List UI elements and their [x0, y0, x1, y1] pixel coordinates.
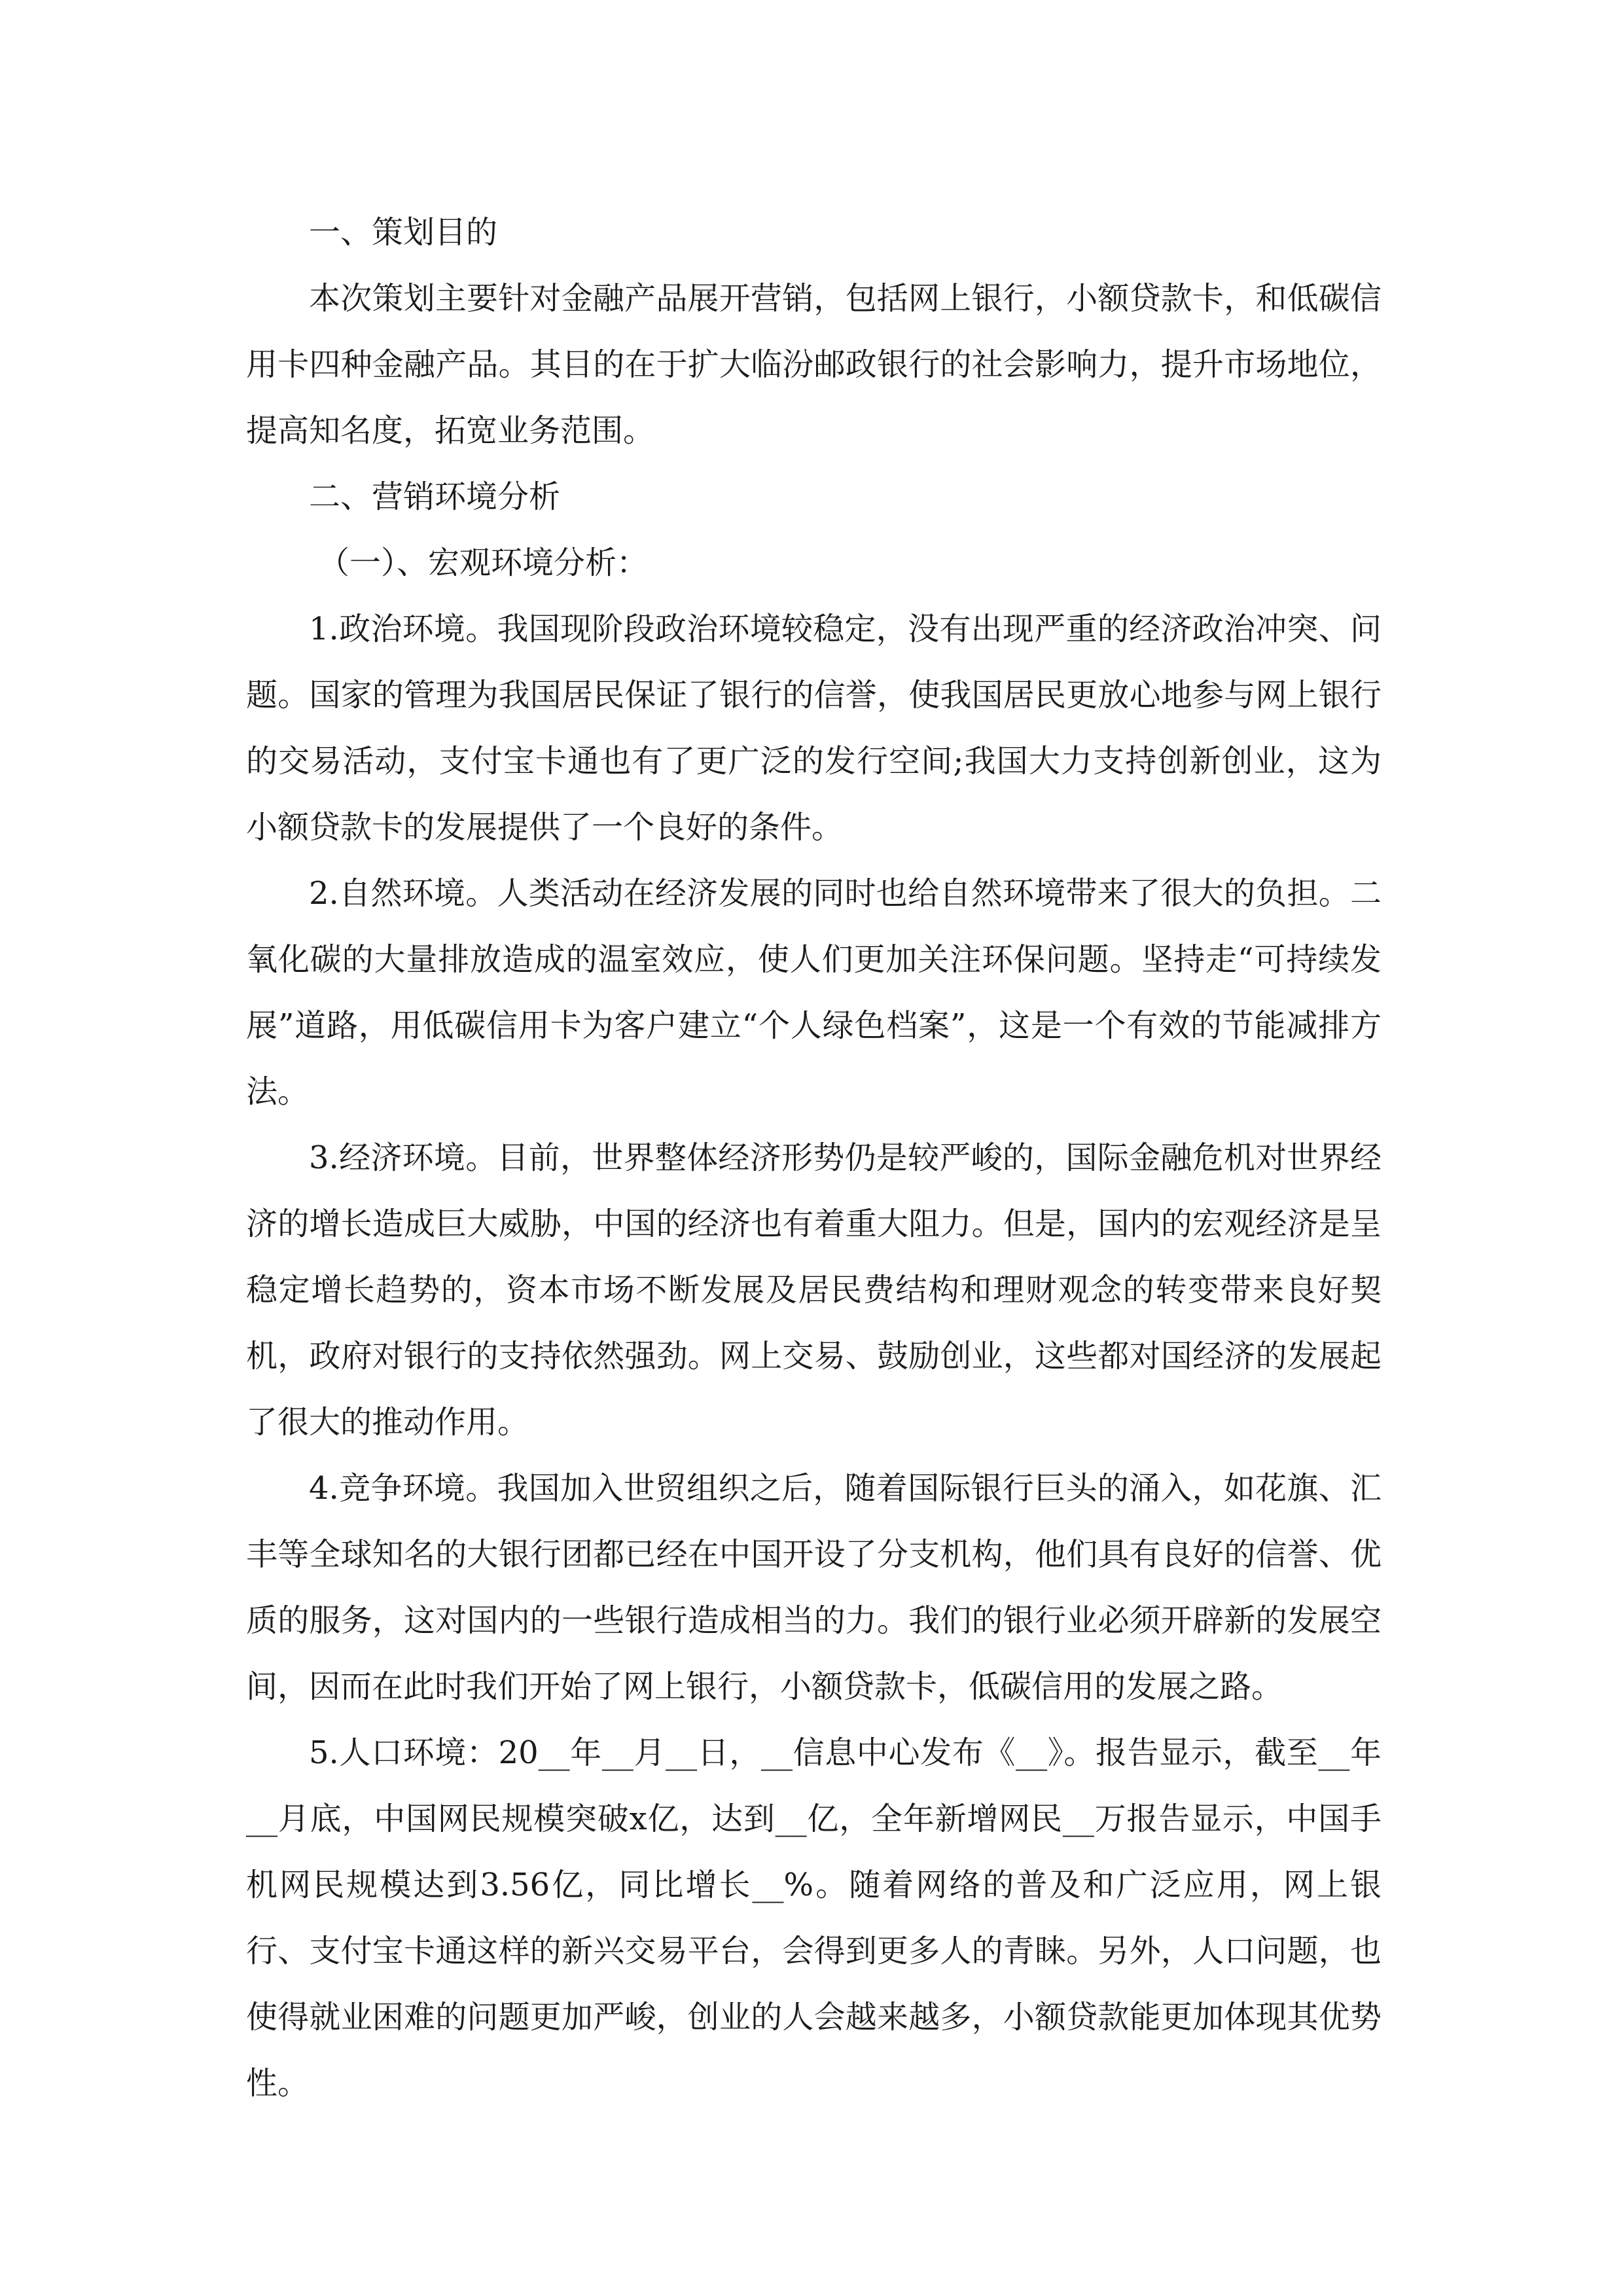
paragraph-competition: 4.竞争环境。我国加入世贸组织之后，随着国际银行巨头的涌入，如花旗、汇丰等全球知名的大银行团都已经在中国开设了分支机构，他们具有良好的信誉、优质的服务，这对国内的一些银行造成相当的力。我们的银行业必须开辟新的发展空间，因而在此时我们开始了网上银行，小额贷款卡，低碳信用的发展之路。 [246, 1470, 1382, 1705]
section-heading-purpose: 一、策划目的 [309, 214, 498, 251]
paragraph-economic: 3.经济环境。目前，世界整体经济形势仍是较严峻的，国际金融危机对世界经济的增长造成巨大威胁，中国的经济也有着重大阻力。但是，国内的宏观经济是呈稳定增长趋势的，资本市场不断发展及居民费结构和理财观念的转变带来良好契机，政府对银行的支持依然强劲。网上交易、鼓励创业，这些都对国经济的发展起了很大的推动作用。 [246, 1139, 1382, 1441]
subsection-heading-macro: （一）、宏观环境分析： [318, 545, 649, 581]
document-body [246, 200, 1382, 2117]
paragraph-political: 1.政治环境。我国现阶段政治环境较稳定，没有出现严重的经济政治冲突、问题。国家的管理为我国居民保证了银行的信誉，使我国居民更放心地参与网上银行的交易活动，支付宝卡通也有了更广泛的发行空间;我国大力支持创新创业，这为小额贷款卡的发展提供了一个良好的条件。 [246, 611, 1382, 846]
section-heading-environment: 二、营销环境分析 [309, 478, 561, 515]
paragraph-population: 5.人口环境：20__年__月__日，__信息中心发布《__》。报告显示，截至__年__月底，中国网民规模突破x亿，达到__亿，全年新增网民__万报告显示，中国手机网民规模达到3.56亿，同比增长__%。随着网络的普及和广泛应用，网上银行、支付宝卡通这样的新兴交易平台，会得到更多人的青睐。另外，人口问题，也使得就业困难的问题更加严峻，创业的人会越来越多，小额贷款能更加体现其优势性。 [246, 1734, 1382, 2102]
paragraph-natural: 2.自然环境。人类活动在经济发展的同时也给自然环境带来了很大的负担。二氧化碳的大量排放造成的温室效应，使人们更加关注环保问题。坚持走“可持续发展”道路，用低碳信用卡为客户建立“个人绿色档案”，这是一个有效的节能减排方法。 [246, 875, 1382, 1110]
paragraph-purpose: 本次策划主要针对金融产品展开营销，包括网上银行，小额贷款卡，和低碳信用卡四种金融产品。其目的在于扩大临汾邮政银行的社会影响力，提升市场地位，提高知名度，拓宽业务范围。 [246, 280, 1382, 449]
